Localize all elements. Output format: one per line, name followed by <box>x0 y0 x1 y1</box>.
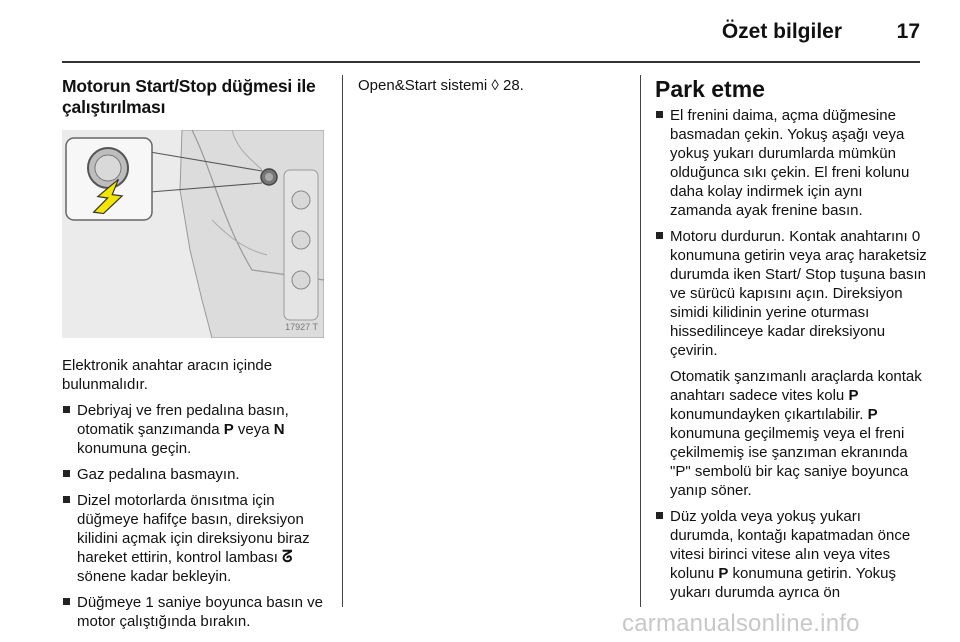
header-title: Özet bilgiler <box>721 20 842 43</box>
parking-list <box>655 106 927 360</box>
page-header <box>0 0 960 62</box>
column-divider-1 <box>342 75 343 607</box>
column-1 <box>62 76 328 638</box>
start-steps-list <box>62 401 328 631</box>
list-item: Motoru durdurun. Kontak anahtarını 0 konumuna getirin veya araç haraketsiz durumda iken Start/ Stop tuşuna basın ve sürücü kapısını açın. Direksiyon simidi kilidinin yerine oturması hissedilinceye kadar direksiyonu çevirin. <box>655 227 927 360</box>
bullet-square-icon <box>63 496 70 503</box>
list-item: El frenini daima, açma düğmesine basmadan çekin. Yokuş aşağı veya yokuş yukarı durumlarda mümkün olduğunca sıkı çekin. El freni kolunu daha kolay indirmek için aynı zamanda ayak frenine basın. <box>655 106 927 220</box>
glow-plug-icon: ᘔ <box>282 549 293 566</box>
list-item: Gaz pedalına basmayın. <box>62 465 328 484</box>
bullet-square-icon <box>656 111 663 118</box>
watermark: carmanualsonline.info <box>622 610 860 637</box>
bullet-square-icon <box>63 470 70 477</box>
list-item: Debriyaj ve fren pedalına basın, otomatik şanzımanda P veya N konumuna geçin. <box>62 401 328 458</box>
cross-reference: Open&Start sistemi ◊ 28. <box>358 77 524 94</box>
bullet-square-icon <box>656 232 663 239</box>
reference-arrow-icon: ◊ <box>491 77 499 94</box>
header-divider <box>62 61 920 63</box>
list-item: Düz yolda veya yokuş yukarı durumda, kontağı kapatmadan önce vitesi birinci vitese alın veya vites kolunu P konumuna getirin. Yokuş yukarı durumda ayrıca ön <box>655 507 927 602</box>
section-heading-parking: Park etme <box>655 76 765 102</box>
column-2 <box>358 76 628 95</box>
column-divider-2 <box>640 75 641 607</box>
list-item: Düğmeye 1 saniye boyunca basın ve motor çalıştığında bırakın. <box>62 593 328 631</box>
list-item: Dizel motorlarda önısıtma için düğmeye hafifçe basın, direksiyon kilidini açmak için direksiyonu biraz hareket ettirin, kontrol lambası ᘔ sönene kadar bekleyin. <box>62 491 328 586</box>
column-3 <box>655 76 927 609</box>
figure-code: 17927 T <box>285 322 318 332</box>
start-stop-button-illustration <box>62 130 324 338</box>
bullet-square-icon <box>63 406 70 413</box>
intro-paragraph: Elektronik anahtar aracın içinde bulunmalıdır. <box>62 357 273 393</box>
dashboard-drawing <box>62 130 324 338</box>
bullet-square-icon <box>63 598 70 605</box>
parking-list-continued <box>655 507 927 602</box>
section-heading-start-stop: Motorun Start/Stop düğmesi ile çalıştırılması <box>62 76 316 117</box>
bullet-square-icon <box>656 512 663 519</box>
page-number: 17 <box>896 20 920 43</box>
automatic-transmission-note: Otomatik şanzımanlı araçlarda kontak anahtarı sadece vites kolu P konumundayken çıkartılabilir. P konumuna geçilmemiş veya el freni çekilmemiş ise şanzıman ekranında "P" sembolü bir kaç saniye boyunca yanıp söner. <box>670 368 922 499</box>
